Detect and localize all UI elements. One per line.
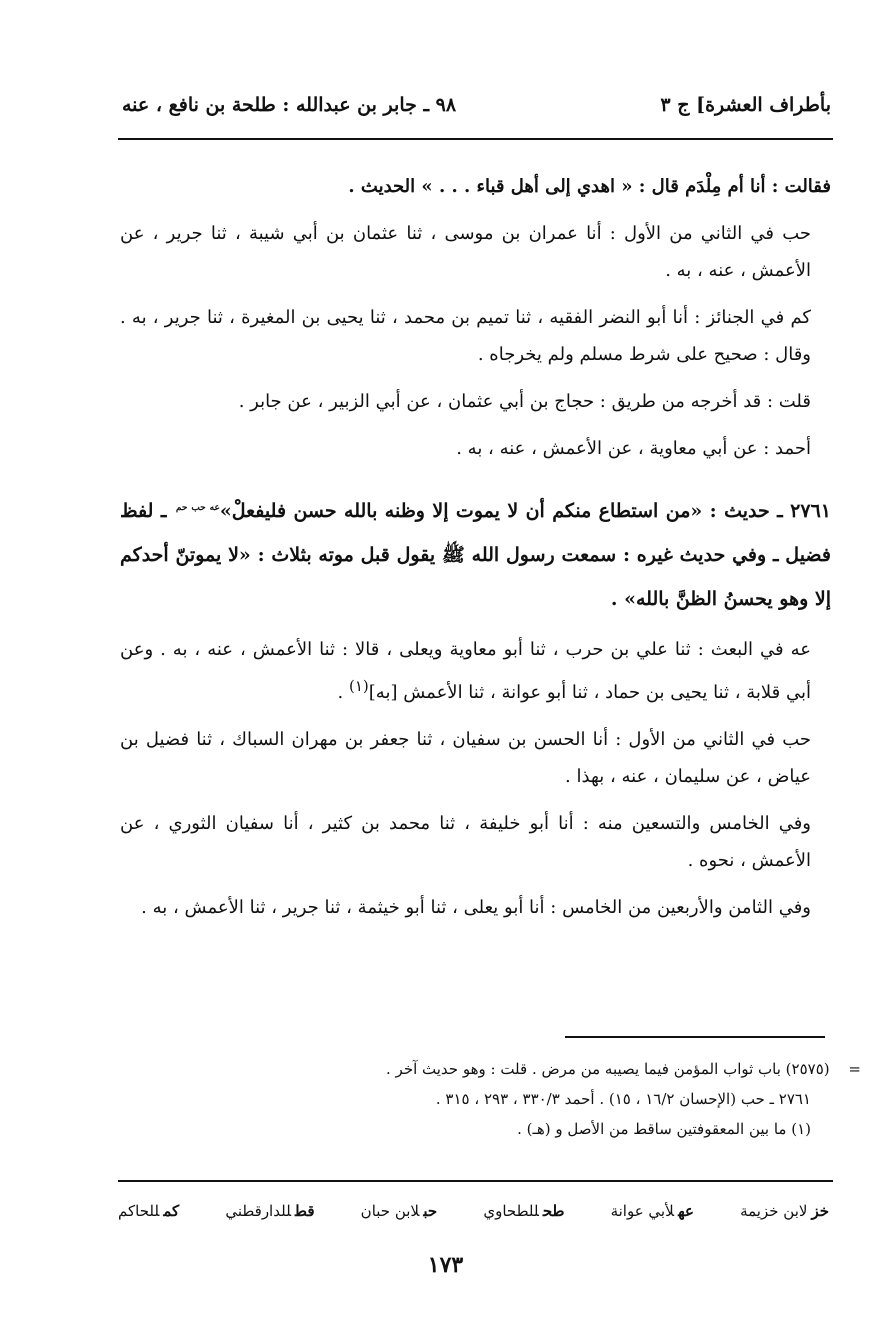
hadith-text-part-1: ٢٧٦١ ـ حديث : «من استطاع منكم أن لا يموت إلا وظنه بالله حسن فليفعلْ» xyxy=(219,500,831,522)
abbreviation-item: خزلابن خزيمة xyxy=(740,1202,829,1220)
footnotes xyxy=(120,1054,861,1144)
paragraph-end: . xyxy=(337,682,349,703)
hadith-text-part-2: ـ لفظ فضيل ـ وفي حديث غيره : سمعت رسول الله ﷺ يقول قبل موته بثلاث : «لا يموتنّ أحدكم إلا وهو يحسنُ الظنَّ بالله» . xyxy=(120,500,831,610)
running-header xyxy=(122,88,831,122)
footnote-ref: (١) xyxy=(349,677,369,695)
footnote: ٢٧٦١ ـ حب (الإحسان ١٦/٢ ، ١٥) . أحمد ٣٣٠/٣ ، ٢٩٣ ، ٣١٥ . xyxy=(435,1090,811,1108)
abbreviation-item: طحللطحاوي xyxy=(483,1202,565,1220)
paragraph: قلت : قد أخرجه من طريق : حجاج بن أبي عثمان ، عن أبي الزبير ، عن جابر . xyxy=(238,391,811,412)
continuation-mark: = xyxy=(848,1060,861,1078)
header-book-title: بأطراف العشرة] ج ٣ xyxy=(660,94,831,116)
paragraph xyxy=(120,631,831,711)
paragraph: حب في الثاني من الأول : أنا الحسن بن سفيان ، ثنا جعفر بن مهران السباك ، ثنا فضيل بن عياض ، عن سليمان ، عنه ، بهذا . xyxy=(120,729,811,787)
footnote: (١) ما بين المعقوفتين ساقط من الأصل و (هـ) . xyxy=(517,1120,811,1138)
paragraph: أحمد : عن أبي معاوية ، عن الأعمش ، عنه ، به . xyxy=(456,438,811,459)
paragraph: حب في الثاني من الأول : أنا عمران بن موسى ، ثنا عثمان بن أبي شيبة ، ثنا جرير ، عن الأعمش ، عنه ، به . xyxy=(120,223,811,281)
abbreviation-item: كمللحاكم xyxy=(118,1202,180,1220)
paragraph: فقالت : أنا أم مِلْدَم قال : « اهدي إلى أهل قباء . . . » الحديث . xyxy=(348,176,831,197)
paragraph-text: عه في البعث : ثنا علي بن حرب ، ثنا أبو معاوية ويعلى ، قالا : ثنا الأعمش ، عنه ، به . وعن أبي قلابة ، ثنا يحيى بن حماد ، ثنا أبو عوانة ، ثنا الأعمش [به] xyxy=(120,639,811,703)
abbreviation-item: عهلأبي عوانة xyxy=(610,1202,694,1220)
paragraph: كم في الجنائز : أنا أبو النضر الفقيه ، ثنا تميم بن محمد ، ثنا يحيى بن المغيرة ، ثنا جرير ، به . وقال : صحيح على شرط مسلم ولم يخرجاه . xyxy=(120,307,811,365)
hadith-heading xyxy=(120,489,831,621)
main-text xyxy=(120,168,831,936)
bottom-rule xyxy=(118,1180,833,1182)
footnote-text: (٢٥٧٥) باب ثواب المؤمن فيما يصيبه من مرض . قلت : وهو حديث آخر . xyxy=(386,1060,830,1078)
abbreviation-key xyxy=(118,1196,829,1226)
header-chapter-title: ٩٨ ـ جابر بن عبدالله : طلحة بن نافع ، عنه xyxy=(122,94,457,116)
paragraph: وفي الخامس والتسعين منه : أنا أبو خليفة ، ثنا محمد بن كثير ، أنا سفيان الثوري ، عن الأعمش ، نحوه . xyxy=(120,813,811,871)
page-number: ١٧٣ xyxy=(427,1252,464,1278)
paragraph: وفي الثامن والأربعين من الخامس : أنا أبو يعلى ، ثنا أبو خيثمة ، ثنا جرير ، ثنا الأعمش ، به . xyxy=(141,897,811,918)
source-marker: عه حب حم xyxy=(175,502,220,513)
footnote xyxy=(120,1054,861,1084)
footnote-rule xyxy=(565,1036,825,1038)
header-rule xyxy=(118,138,833,140)
abbreviation-item: قطللدارقطني xyxy=(225,1202,315,1220)
abbreviation-item: حبلابن حبان xyxy=(360,1202,438,1220)
